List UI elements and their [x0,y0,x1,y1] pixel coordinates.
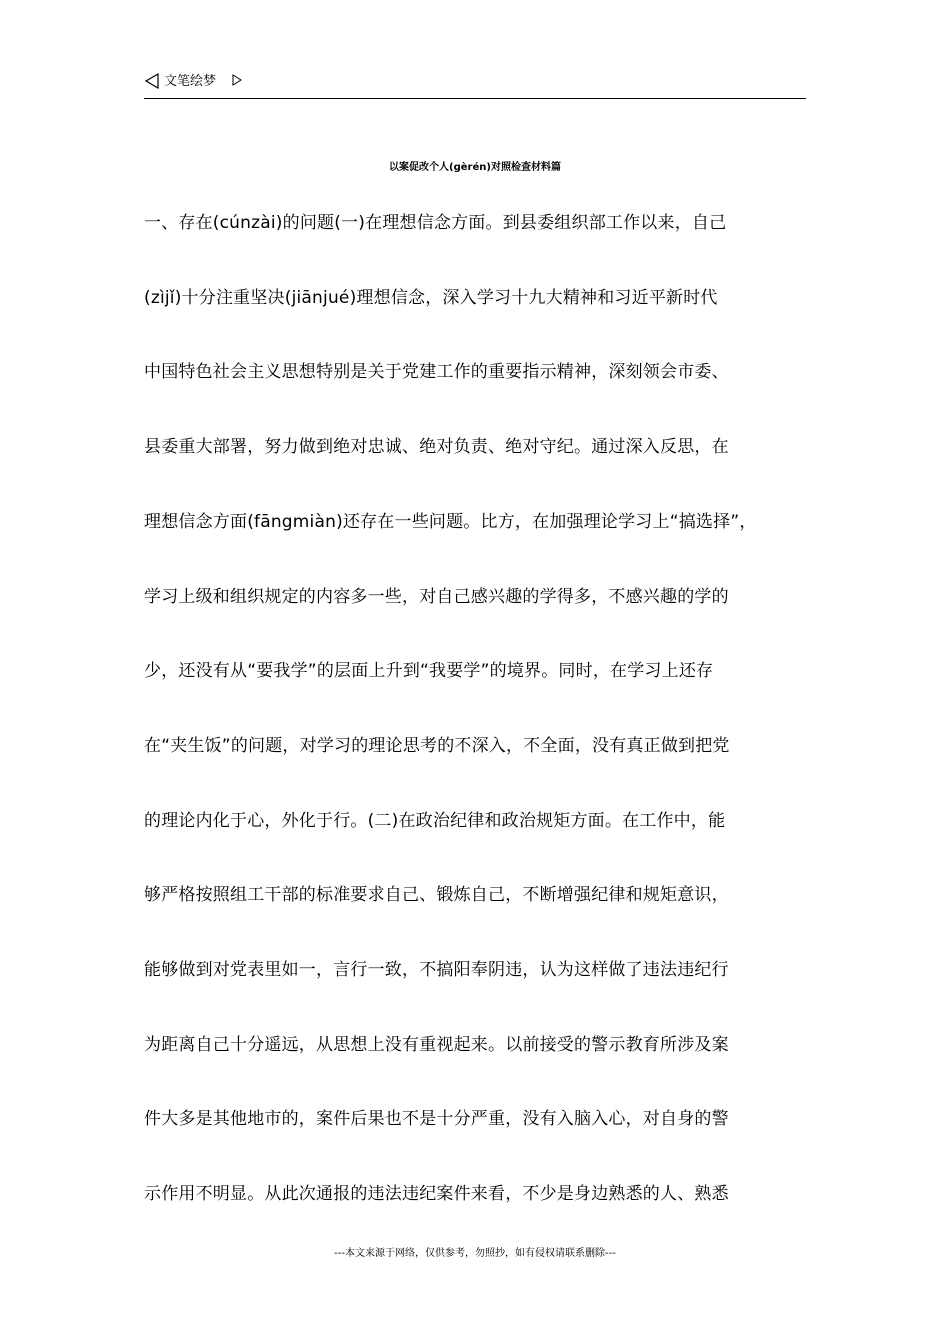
triangle-right-outline-icon [232,74,242,86]
body-line: 理想信念方面(fāngmiàn)还存在一些问题。比方，在加强理论学习上“搞选择”， [144,512,757,532]
body-line: 一、存在(cúnzài)的问题(一)在理想信念方面。到县委组织部工作以来，自己 [144,213,727,233]
body-line: 学习上级和组织规定的内容多一些，对自己感兴趣的学得多，不感兴趣的学的 [144,587,729,607]
body-line: 能够做到对党表里如一，言行一致，不搞阳奉阴违，认为这样做了违法违纪行 [144,960,729,980]
body-line: 的理论内化于心，外化于行。(二)在政治纪律和政治规矩方面。在工作中，能 [144,811,726,831]
document-title: 以案促改个人(gèrén)对照检查材料篇 [389,162,561,173]
body-line: 示作用不明显。从此次通报的违法违纪案件来看，不少是身边熟悉的人、熟悉 [144,1184,729,1204]
page-header [144,70,806,99]
body-line: 少，还没有从“要我学”的层面上升到“我要学”的境界。同时，在学习上还存 [144,661,714,681]
body-line: 件大多是其他地市的，案件后果也不是十分严重，没有入脑入心，对自身的警 [144,1109,729,1129]
body-line: 在“夹生饭”的问题，对学习的理论思考的不深入，不全面，没有真正做到把党 [144,736,730,756]
body-line: 中国特色社会主义思想特别是关于党建工作的重要指示精神，深刻领会市委、 [144,362,729,382]
triangle-left-outline-icon [144,73,160,89]
body-line: (zìjǐ)十分注重坚决(jiānjué)理想信念，深入学习十九大精神和习近平新时代 [144,288,718,308]
body-line: 县委重大部署，努力做到绝对忠诚、绝对负责、绝对守纪。通过深入反思，在 [144,437,729,457]
body-line: 够严格按照组工干部的标准要求自己、锻炼自己，不断增强纪律和规矩意识， [144,885,729,905]
header-brand: 文笔绘梦 [164,74,217,89]
footer-notice: ---本文来源于网络，仅供参考，勿照抄，如有侵权请联系删除--- [334,1248,616,1259]
body-line: 为距离自己十分遥远，从思想上没有重视起来。以前接受的警示教育所涉及案 [144,1035,729,1055]
